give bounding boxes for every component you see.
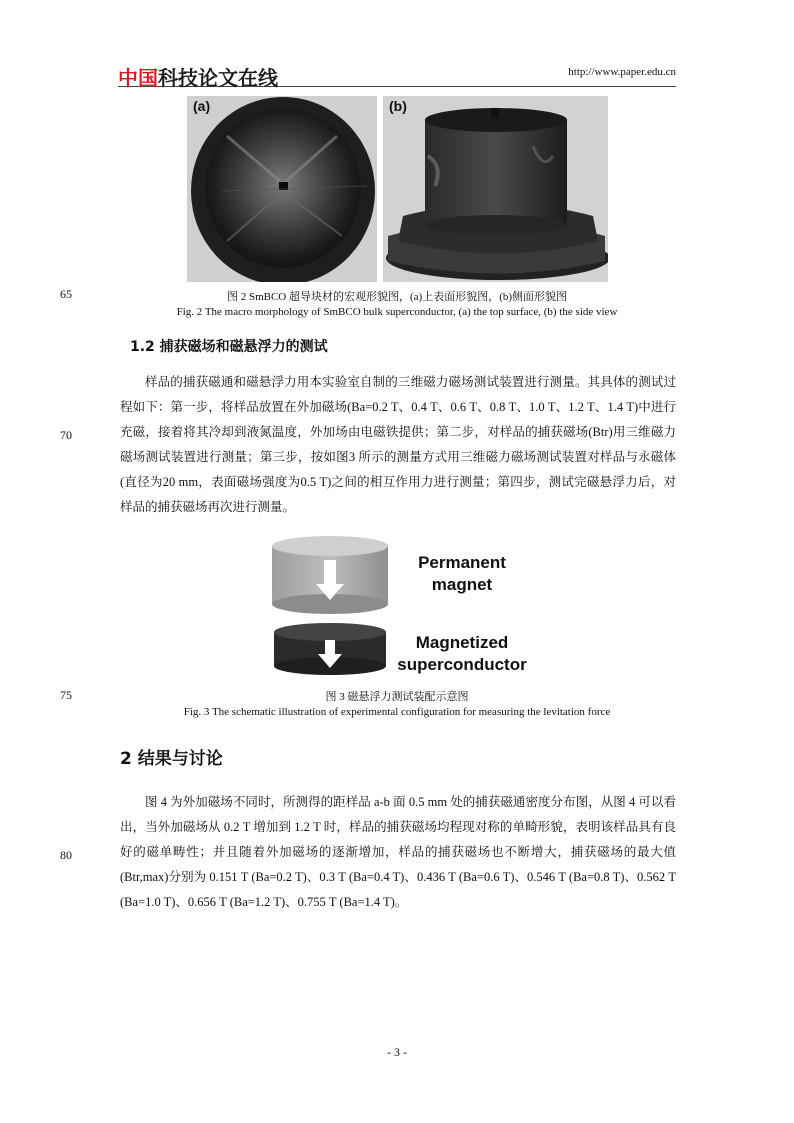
header-url: http://www.paper.edu.cn (568, 66, 676, 78)
figure2-photo-b (383, 96, 608, 282)
figure2-photo-a-image (187, 96, 377, 282)
logo-red-text: 中国 (118, 66, 158, 90)
page-number: - 3 - (387, 1045, 407, 1059)
line-number-65: 65 (60, 287, 72, 301)
logo-black-text: 科技论文在线 (158, 66, 278, 90)
figure2-caption-cn: 图 2 SmBCO 超导块材的宏观形貌图，(a)上表面形貌图，(b)侧面形貌图 (226, 291, 568, 303)
figure2-label-a: (a) (193, 98, 211, 114)
section-2-paragraph (120, 790, 676, 915)
line-number-70: 70 (60, 428, 72, 442)
figure2-photo-a (187, 96, 377, 282)
superconductor-label (388, 632, 536, 676)
page-header (118, 58, 676, 90)
section-1-2-paragraph (120, 370, 676, 520)
line-number-80: 80 (60, 848, 72, 862)
line-number-75: 75 (60, 688, 72, 702)
section-1-2-heading: 1.2 捕获磁场和磁悬浮力的测试 (130, 339, 328, 355)
figure2-caption-en: Fig. 2 The macro morphology of SmBCO bulk superconductor, (a) the top surface, (b) the side view (176, 306, 618, 318)
figure3-caption-en: Fig. 3 The schematic illustration of experimental configuration for measuring the levitation force (183, 706, 611, 718)
permanent-magnet-label-line1: Permanent (418, 553, 506, 572)
section-2-heading: 2 结果与讨论 (120, 749, 223, 769)
permanent-magnet-label (388, 552, 536, 596)
permanent-magnet-label-line2: magnet (431, 575, 493, 594)
superconductor-label-line1: Magnetized (415, 633, 509, 652)
superconductor-label-line2: superconductor (397, 655, 527, 674)
figure2-label-b: (b) (389, 98, 407, 114)
figure2-photo-b-image (383, 96, 608, 282)
section-1-2-text: 样品的捕获磁通和磁悬浮力用本实验室自制的三维磁力磁场测试装置进行测量。其具体的测试过程如下：第一步，将样品放置在外加磁场(Ba=0.2 T、0.4 T、0.6 T、0.8 T、1.0 T、1.2 T、1.4 T)中进行充磁，接着将其冷却到液氮温度，外加场由电磁铁提供；第二步，对样品的捕获磁场(Btr)用三维磁力磁场测试装置进行测量；第三步，按如图3 所示的测量方式用三维磁力磁场测试装置对样品与永磁体(直径为20 mm，表面磁场强度为0.5 T)之间的相互作用力进行测量；第四步，测试完磁悬浮力后，对样品的捕获磁场再次进行测量。 (120, 375, 676, 514)
figure3-caption-cn: 图 3 磁悬浮力测试装配示意图 (325, 691, 469, 703)
site-logo (118, 62, 278, 91)
figure3-diagram (270, 532, 530, 684)
section-2-text: 图 4 为外加磁场不同时，所测得的距样品 a-b 面 0.5 mm 处的捕获磁通密度分布图，从图 4 可以看出，当外加磁场从 0.2 T 增加到 1.2 T 时，样品的捕获磁场均程现对称的单畸形貌，表明该样品具有良好的磁单畴性；并且随着外加磁场的逐渐增加，样品的捕获磁场也不断增大，捕获磁场的最大值(Btr,max)分别为 0.151 T (Ba=0.2 T)、0.3 T (Ba=0.4 T)、0.436 T (Ba=0.6 T)、0.546 T (Ba=0.8 T)、0.562 T (Ba=1.0 T)、0.656 T (Ba=1.2 T)、0.755 T (Ba=1.4 T)。 (120, 795, 676, 909)
